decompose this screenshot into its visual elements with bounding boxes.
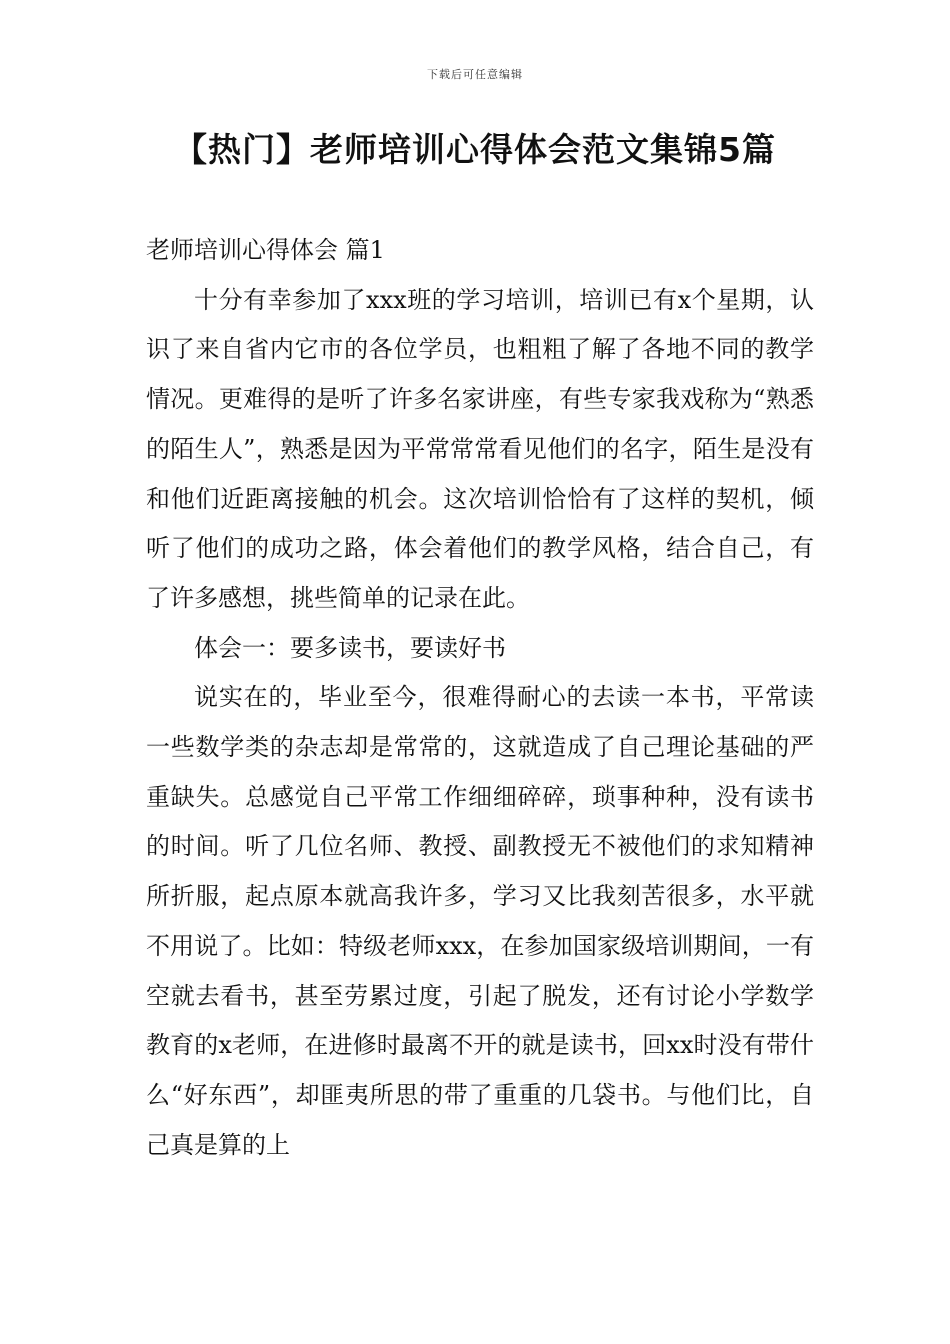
header-note: 下载后可任意编辑 [427, 68, 523, 81]
document-body [146, 226, 814, 1170]
subheading-reading: 体会一：要多读书，要读好书 [194, 633, 506, 662]
document-title: 【热门】老师培训心得体会范文集锦5篇 [174, 130, 776, 169]
paragraph-intro: 十分有幸参加了xxx班的学习培训，培训已有x个星期，认识了来自省内它市的各位学员，也粗粗了解了各地不同的教学情况。更难得的是听了许多名家讲座，有些专家我戏称为“熟悉的陌生人”，熟悉是因为平常常常看见他们的名字，陌生是没有和他们近距离接触的机会。这次培训恰恰有了这样的契机，倾听了他们的成功之路，体会着他们的教学风格，结合自己，有了许多感想，挑些简单的记录在此。 [146, 285, 814, 612]
section-heading: 老师培训心得体会 篇1 [146, 236, 385, 264]
paragraph-reading: 说实在的，毕业至今，很难得耐心的去读一本书，平常读一些数学类的杂志却是常常的，这就造成了自己理论基础的严重缺失。总感觉自己平常工作细细碎碎，琐事种种，没有读书的时间。听了几位名师、教授、副教授无不被他们的求知精神所折服，起点原本就高我许多，学习又比我刻苦很多，水平就不用说了。比如：特级老师xxx，在参加国家级培训期间，一有空就去看书，甚至劳累过度，引起了脱发，还有讨论小学数学教育的x老师，在进修时最离不开的就是读书，回xx时没有带什么“好东西”，却匪夷所思的带了重重的几袋书。与他们比，自己真是算的上 [146, 683, 814, 1159]
